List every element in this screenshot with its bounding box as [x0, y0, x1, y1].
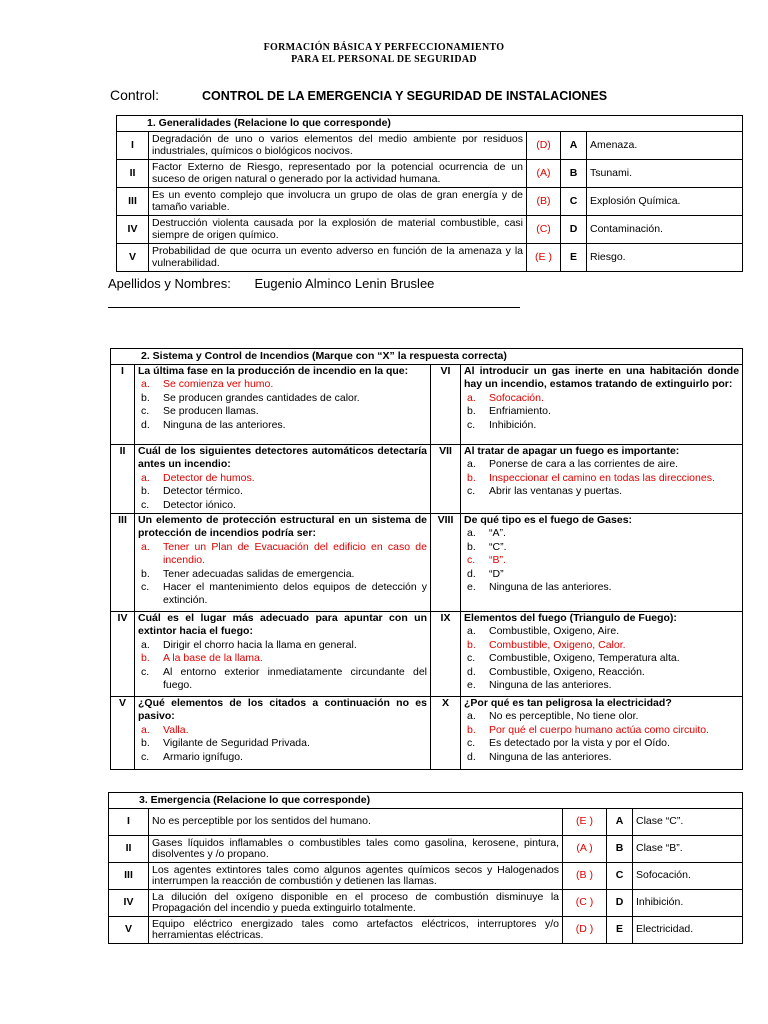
row-number: I — [109, 809, 149, 836]
option-text: Hacer el mantenimiento delos equipos de detección y extinción. — [163, 581, 427, 607]
row-description: Los agentes extintores tales como algunos agentes químicos secos y Halogenados interrumpen la reacción de combustión y detienen las llamas. — [149, 863, 563, 890]
options-list — [464, 527, 739, 594]
option-text: “D” — [489, 567, 504, 580]
row-letter: A — [561, 132, 587, 160]
table-row — [117, 216, 743, 244]
option-letter: b. — [467, 405, 476, 418]
option-letter: c. — [141, 665, 150, 678]
generalidades-table — [116, 115, 743, 272]
option-text: Combustible, Oxigeno, Aire. — [489, 625, 620, 638]
row-letter: E — [607, 917, 633, 944]
row-letter: B — [607, 836, 633, 863]
emergencia-table — [108, 792, 743, 944]
option-item — [464, 527, 739, 540]
row-description: No es perceptible por los sentidos del humano. — [149, 809, 563, 836]
section-1-title: 1. Generalidades (Relacione lo que corresponde) — [117, 116, 743, 132]
option-text: Ponerse de cara a las corrientes de aire. — [489, 458, 679, 471]
option-letter: b. — [141, 485, 150, 498]
option-letter: b. — [467, 540, 476, 553]
option-letter: a. — [141, 540, 150, 553]
option-text: Armario ignífugo. — [163, 750, 243, 763]
option-text: “C”. — [489, 540, 507, 553]
option-item — [138, 581, 427, 608]
row-option: Sofocación. — [633, 863, 743, 890]
row-number: II — [117, 160, 149, 188]
option-text: Detector térmico. — [163, 485, 243, 498]
option-item — [138, 652, 427, 665]
option-item — [138, 378, 427, 391]
row-option: Electricidad. — [633, 917, 743, 944]
name-row — [108, 276, 434, 291]
option-text: Dirigir el chorro hacia la llama en general. — [163, 638, 357, 651]
row-description: Probabilidad de que ocurra un evento adverso en función de la amenaza y la vulnerabilidad. — [149, 244, 527, 272]
option-letter: a. — [467, 458, 476, 471]
header-line-1: FORMACIÓN BÁSICA Y PERFECCIONAMIENTO — [263, 42, 505, 53]
row-option: Riesgo. — [587, 244, 743, 272]
row-description: Es un evento complejo que involucra un grupo de olas de gran energía y de tamaño variable. — [149, 188, 527, 216]
option-letter: c. — [141, 750, 150, 763]
option-letter: d. — [467, 567, 476, 580]
option-item — [464, 419, 739, 432]
options-list — [464, 625, 739, 692]
option-text: Inspeccionar el camino en todas las direcciones. — [489, 471, 715, 484]
option-item — [464, 554, 739, 567]
question-cell — [135, 445, 431, 514]
option-letter: c. — [467, 652, 476, 665]
table-row — [117, 244, 743, 272]
row-answer: (B) — [527, 188, 561, 216]
row-number: I — [117, 132, 149, 160]
option-item — [464, 581, 739, 594]
option-letter: b. — [141, 391, 150, 404]
question-cell — [461, 365, 743, 445]
option-letter: d. — [467, 665, 476, 678]
option-item — [464, 679, 739, 692]
table-row — [117, 160, 743, 188]
question-number: V — [111, 697, 135, 770]
options-list — [464, 458, 739, 498]
question-number: X — [431, 697, 461, 770]
option-item — [464, 568, 739, 581]
question-text: ¿Qué elementos de los citados a continuación no es pasivo: — [138, 697, 427, 723]
option-item — [464, 751, 739, 764]
option-text: Ninguna de las anteriores. — [489, 581, 612, 594]
option-letter: c. — [141, 405, 150, 418]
option-text: Detector iónico. — [163, 498, 236, 511]
question-cell — [461, 514, 743, 612]
option-item — [464, 652, 739, 665]
options-list — [138, 378, 427, 432]
question-text: Un elemento de protección estructural en un sistema de protección de incendios podría ser: — [138, 514, 427, 540]
option-item — [138, 568, 427, 581]
row-description: Degradación de uno o varios elementos del medio ambiente por residuos industriales, químicos o biológicos nocivos. — [149, 132, 527, 160]
table-row — [111, 514, 743, 612]
row-description: Destrucción violenta causada por la explosión de material combustible, casi siempre de origen químico. — [149, 216, 527, 244]
options-list — [464, 710, 739, 764]
row-letter: D — [607, 890, 633, 917]
question-cell — [135, 697, 431, 770]
option-letter: c. — [467, 737, 476, 750]
row-option: Clase “C”. — [633, 809, 743, 836]
question-text: La última fase en la producción de incendio en la que: — [138, 365, 409, 377]
option-text: Ninguna de las anteriores. — [489, 750, 612, 763]
options-list — [138, 639, 427, 693]
option-letter: d. — [467, 750, 476, 763]
option-letter: c. — [141, 498, 150, 511]
option-letter: b. — [467, 471, 476, 484]
option-text: Es detectado por la vista y por el Oído. — [489, 737, 670, 750]
row-option: Inhibición. — [633, 890, 743, 917]
question-number: I — [111, 365, 135, 445]
option-item — [464, 392, 739, 405]
row-option: Clase “B”. — [633, 836, 743, 863]
row-option: Tsunami. — [587, 160, 743, 188]
option-text: Combustible, Oxigeno, Calor. — [489, 638, 626, 651]
options-list — [138, 541, 427, 608]
option-text: Vigilante de Seguridad Privada. — [163, 737, 310, 750]
option-text: A la base de la llama. — [163, 652, 263, 665]
option-text: Valla. — [163, 723, 189, 736]
table-row — [109, 836, 743, 863]
options-list — [138, 472, 427, 512]
option-item — [138, 472, 427, 485]
option-letter: d. — [141, 418, 150, 431]
question-number: IX — [431, 612, 461, 697]
row-number: V — [117, 244, 149, 272]
table-row — [109, 890, 743, 917]
name-value: Eugenio Alminco Lenin Bruslee — [254, 276, 435, 291]
option-item — [464, 472, 739, 485]
section-2-title: 2. Sistema y Control de Incendios (Marque con “X” la respuesta correcta) — [111, 349, 743, 365]
option-item — [464, 625, 739, 638]
option-item — [464, 737, 739, 750]
options-list — [464, 392, 739, 432]
option-text: Se producen llamas. — [163, 405, 259, 418]
option-letter: a. — [467, 625, 476, 638]
question-number: II — [111, 445, 135, 514]
row-letter: C — [607, 863, 633, 890]
option-item — [138, 724, 427, 737]
option-text: Por qué el cuerpo humano actúa como circuito. — [489, 723, 710, 736]
option-text: No es perceptible, No tiene olor. — [489, 710, 639, 723]
option-letter: c. — [467, 554, 476, 567]
question-cell — [461, 612, 743, 697]
table-row — [109, 809, 743, 836]
table-row — [111, 697, 743, 770]
question-text: De qué tipo es el fuego de Gases: — [464, 514, 633, 526]
option-item — [464, 710, 739, 723]
option-letter: b. — [467, 723, 476, 736]
option-letter: c. — [141, 581, 150, 594]
option-text: Tener un Plan de Evacuación del edificio en caso de incendio. — [163, 540, 427, 567]
section-3-title: 3. Emergencia (Relacione lo que corresponde) — [109, 793, 743, 809]
control-label: Control: — [110, 87, 160, 103]
row-answer: (D ) — [563, 917, 607, 944]
row-number: II — [109, 836, 149, 863]
name-underline — [108, 307, 520, 308]
option-item — [138, 751, 427, 764]
option-item — [464, 724, 739, 737]
table-row — [109, 863, 743, 890]
row-letter: D — [561, 216, 587, 244]
option-letter: b. — [141, 567, 150, 580]
row-description: La dilución del oxígeno disponible en el proceso de combustión disminuye la Propagación del incendio y pueda extinguirlo totalmente. — [149, 890, 563, 917]
option-text: Se producen grandes cantidades de calor. — [163, 391, 360, 404]
option-item — [138, 737, 427, 750]
question-text: ¿Por qué es tan peligrosa la electricidad? — [464, 697, 672, 709]
option-letter: b. — [467, 638, 476, 651]
question-text: Al introducir un gas inerte en una habitación donde hay un incendio, estamos tratando de extinguirlo por: — [464, 365, 740, 391]
option-text: Ninguna de las anteriores. — [489, 679, 612, 692]
row-description: Factor Externo de Riesgo, representado por la potencial ocurrencia de un suceso de origen natural o generado por la actividad humana. — [149, 160, 527, 188]
row-letter: E — [561, 244, 587, 272]
option-item — [138, 419, 427, 432]
question-number: III — [111, 514, 135, 612]
question-number: IV — [111, 612, 135, 697]
option-item — [464, 639, 739, 652]
option-letter: e. — [467, 581, 476, 594]
option-text: Sofocación. — [489, 391, 544, 404]
option-text: Inhibición. — [489, 418, 537, 431]
row-description: Gases líquidos inflamables o combustibles tales como gasolina, kerosene, pintura, disolventes y /o propano. — [149, 836, 563, 863]
control-title: CONTROL DE LA EMERGENCIA Y SEGURIDAD DE INSTALACIONES — [202, 89, 608, 103]
row-option: Explosión Química. — [587, 188, 743, 216]
table-row — [111, 445, 743, 514]
row-number: IV — [117, 216, 149, 244]
option-text: Combustible, Oxigeno, Reacción. — [489, 665, 645, 678]
option-item — [464, 666, 739, 679]
name-label: Apellidos y Nombres: — [108, 276, 231, 291]
row-answer: (E ) — [527, 244, 561, 272]
row-description: Equipo eléctrico energizado tales como artefactos eléctricos, interruptores y/o herramientas eléctricas. — [149, 917, 563, 944]
row-answer: (A) — [527, 160, 561, 188]
table-row — [111, 365, 743, 445]
option-letter: b. — [141, 652, 150, 665]
question-text: Al tratar de apagar un fuego es importante: — [464, 445, 680, 457]
row-answer: (A ) — [563, 836, 607, 863]
option-text: Enfriamiento. — [489, 405, 551, 418]
question-text: Cuál de los siguientes detectores automáticos detectaría antes un incendio: — [138, 445, 427, 471]
option-item — [138, 541, 427, 568]
option-item — [138, 392, 427, 405]
row-letter: C — [561, 188, 587, 216]
question-number: VI — [431, 365, 461, 445]
option-letter: c. — [467, 485, 476, 498]
option-item — [138, 485, 427, 498]
table-row — [117, 132, 743, 160]
row-answer: (C ) — [563, 890, 607, 917]
option-item — [464, 405, 739, 418]
option-item — [138, 405, 427, 418]
row-answer: (B ) — [563, 863, 607, 890]
question-cell — [461, 697, 743, 770]
option-letter: a. — [467, 710, 476, 723]
option-item — [138, 639, 427, 652]
question-cell — [135, 612, 431, 697]
option-letter: a. — [467, 391, 476, 404]
option-text: “B”. — [489, 554, 506, 567]
option-letter: a. — [141, 378, 150, 391]
question-cell — [461, 445, 743, 514]
option-letter: a. — [467, 527, 476, 540]
row-option: Amenaza. — [587, 132, 743, 160]
option-letter: c. — [467, 418, 476, 431]
question-text: Elementos del fuego (Triangulo de Fuego): — [464, 612, 677, 624]
incendios-table — [110, 348, 743, 770]
options-list — [138, 724, 427, 764]
row-number: III — [117, 188, 149, 216]
table-row — [111, 612, 743, 697]
table-row — [109, 917, 743, 944]
option-item — [464, 541, 739, 554]
option-letter: a. — [141, 638, 150, 651]
row-letter: A — [607, 809, 633, 836]
question-number: VII — [431, 445, 461, 514]
option-item — [138, 499, 427, 512]
option-text: Detector de humos. — [163, 471, 255, 484]
option-letter: b. — [141, 737, 150, 750]
option-letter: e. — [467, 679, 476, 692]
row-number: V — [109, 917, 149, 944]
option-text: Se comienza ver humo. — [163, 378, 274, 391]
row-option: Contaminación. — [587, 216, 743, 244]
option-text: “A”. — [489, 527, 506, 540]
option-item — [464, 485, 739, 498]
option-text: Tener adecuadas salidas de emergencia. — [163, 567, 355, 580]
row-number: IV — [109, 890, 149, 917]
option-item — [138, 666, 427, 693]
row-answer: (E ) — [563, 809, 607, 836]
option-text: Combustible, Oxigeno, Temperatura alta. — [489, 652, 680, 665]
question-cell — [135, 365, 431, 445]
header-line-2: PARA EL PERSONAL DE SEGURIDAD — [291, 54, 477, 65]
option-letter: a. — [141, 471, 150, 484]
option-text: Abrir las ventanas y puertas. — [489, 485, 623, 498]
option-item — [464, 458, 739, 471]
question-number: VIII — [431, 514, 461, 612]
question-cell — [135, 514, 431, 612]
question-text: Cuál es el lugar más adecuado para apuntar con un extintor hacia el fuego: — [138, 612, 427, 638]
option-text: Al entorno exterior inmediatamente circundante del fuego. — [163, 665, 427, 692]
row-answer: (D) — [527, 132, 561, 160]
row-number: III — [109, 863, 149, 890]
row-letter: B — [561, 160, 587, 188]
row-answer: (C) — [527, 216, 561, 244]
option-text: Ninguna de las anteriores. — [163, 418, 286, 431]
table-row — [117, 188, 743, 216]
option-letter: a. — [141, 723, 150, 736]
